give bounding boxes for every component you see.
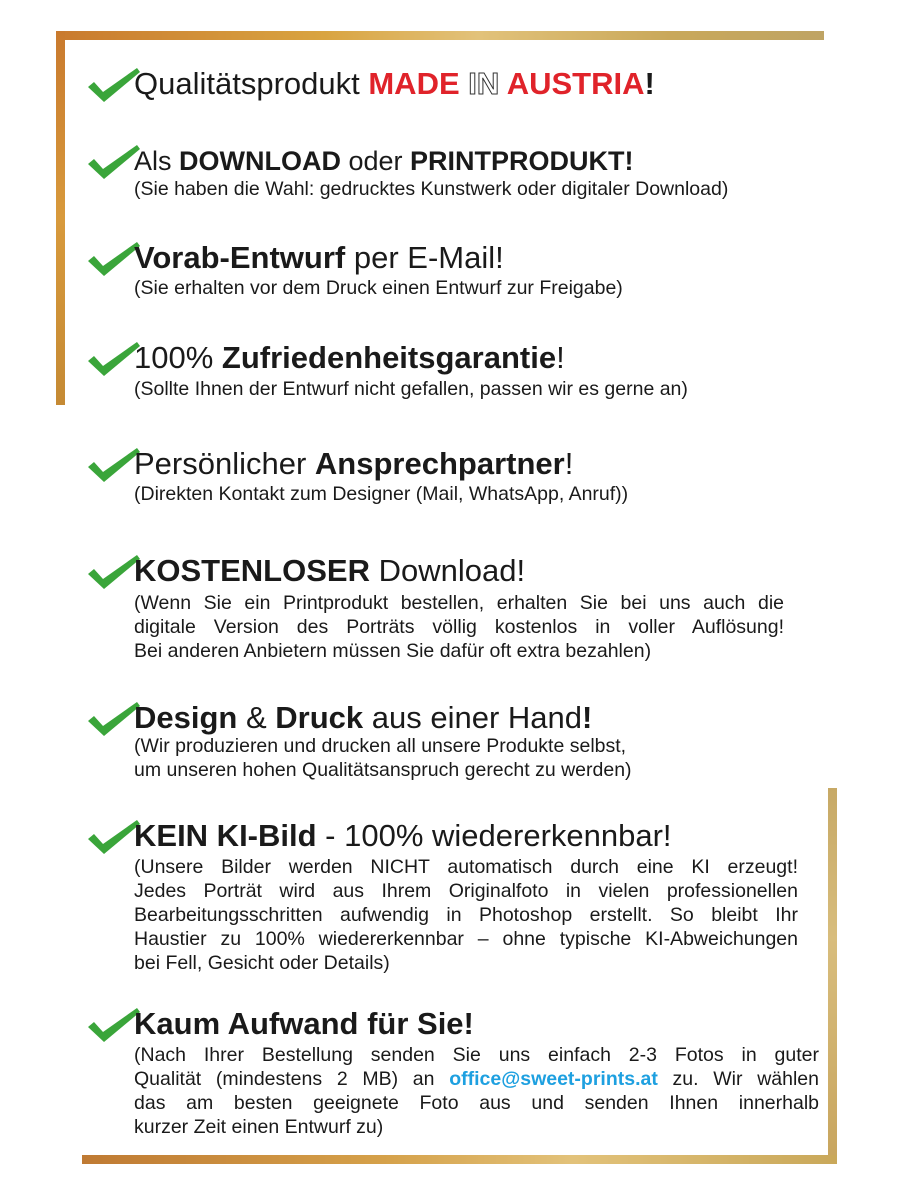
feature-title: 100% Zufriedenheitsgarantie! [134,340,565,375]
feature-title: Design & Druck aus einer Hand! [134,700,593,735]
gold-frame-right [828,788,837,1164]
gold-frame-top [56,31,824,40]
feature-title: Qualitätsprodukt MADE IN AUSTRIA! [134,66,655,101]
feature-description: (Nach Ihrer Bestellung senden Sie uns einfach 2-3 Fotos in guter Qualität (mindestens 2 MB) an office@sweet-prints.at zu. Wir wählen das am besten geeignete Foto aus und senden Ihnen innerhalb kurzer Zeit einen Entwurf zu) [134,1044,819,1138]
feature-description: (Wir produzieren und drucken all unsere Produkte selbst, um unseren hohen Qualitätsanspruch gerecht zu werden) [134,735,632,781]
feature-title: KOSTENLOSER Download! [134,553,526,588]
feature-title: Als DOWNLOAD oder PRINTPRODUKT! [134,146,634,176]
gold-frame-bottom [82,1155,837,1164]
feature-description: (Sollte Ihnen der Entwurf nicht gefallen, passen wir es gerne an) [134,378,688,400]
email-link[interactable]: office@sweet-prints.at [449,1068,658,1090]
feature-description: (Wenn Sie ein Printprodukt bestellen, erhalten Sie bei uns auch die digitale Version des Porträts völlig kostenlos in voller Auflösung! Bei anderen Anbietern müssen Sie dafür oft extra bezahlen) [134,592,784,662]
feature-description: (Direkten Kontakt zum Designer (Mail, WhatsApp, Anruf)) [134,483,629,505]
gold-frame-left [56,31,65,405]
feature-title: Kaum Aufwand für Sie! [134,1006,474,1041]
feature-description: (Sie haben die Wahl: gedrucktes Kunstwerk oder digitaler Download) [134,178,729,200]
feature-title: Vorab-Entwurf per E-Mail! [134,240,504,275]
feature-description: (Unsere Bilder werden NICHT automatisch durch eine KI erzeugt! Jedes Porträt wird aus Ihrem Originalfoto in vielen professionellen Bearbeitungsschritten aufwendig in Photoshop erstellt. So bleibt Ihr Haustier zu 100% wiedererkennbar – ohne typische KI-Abweichungen bei Fell, Gesicht oder Details) [134,856,798,974]
feature-description: (Sie erhalten vor dem Druck einen Entwurf zur Freigabe) [134,277,623,299]
feature-title: KEIN KI-Bild - 100% wiedererkennbar! [134,818,672,853]
feature-title: Persönlicher Ansprechpartner! [134,446,574,481]
